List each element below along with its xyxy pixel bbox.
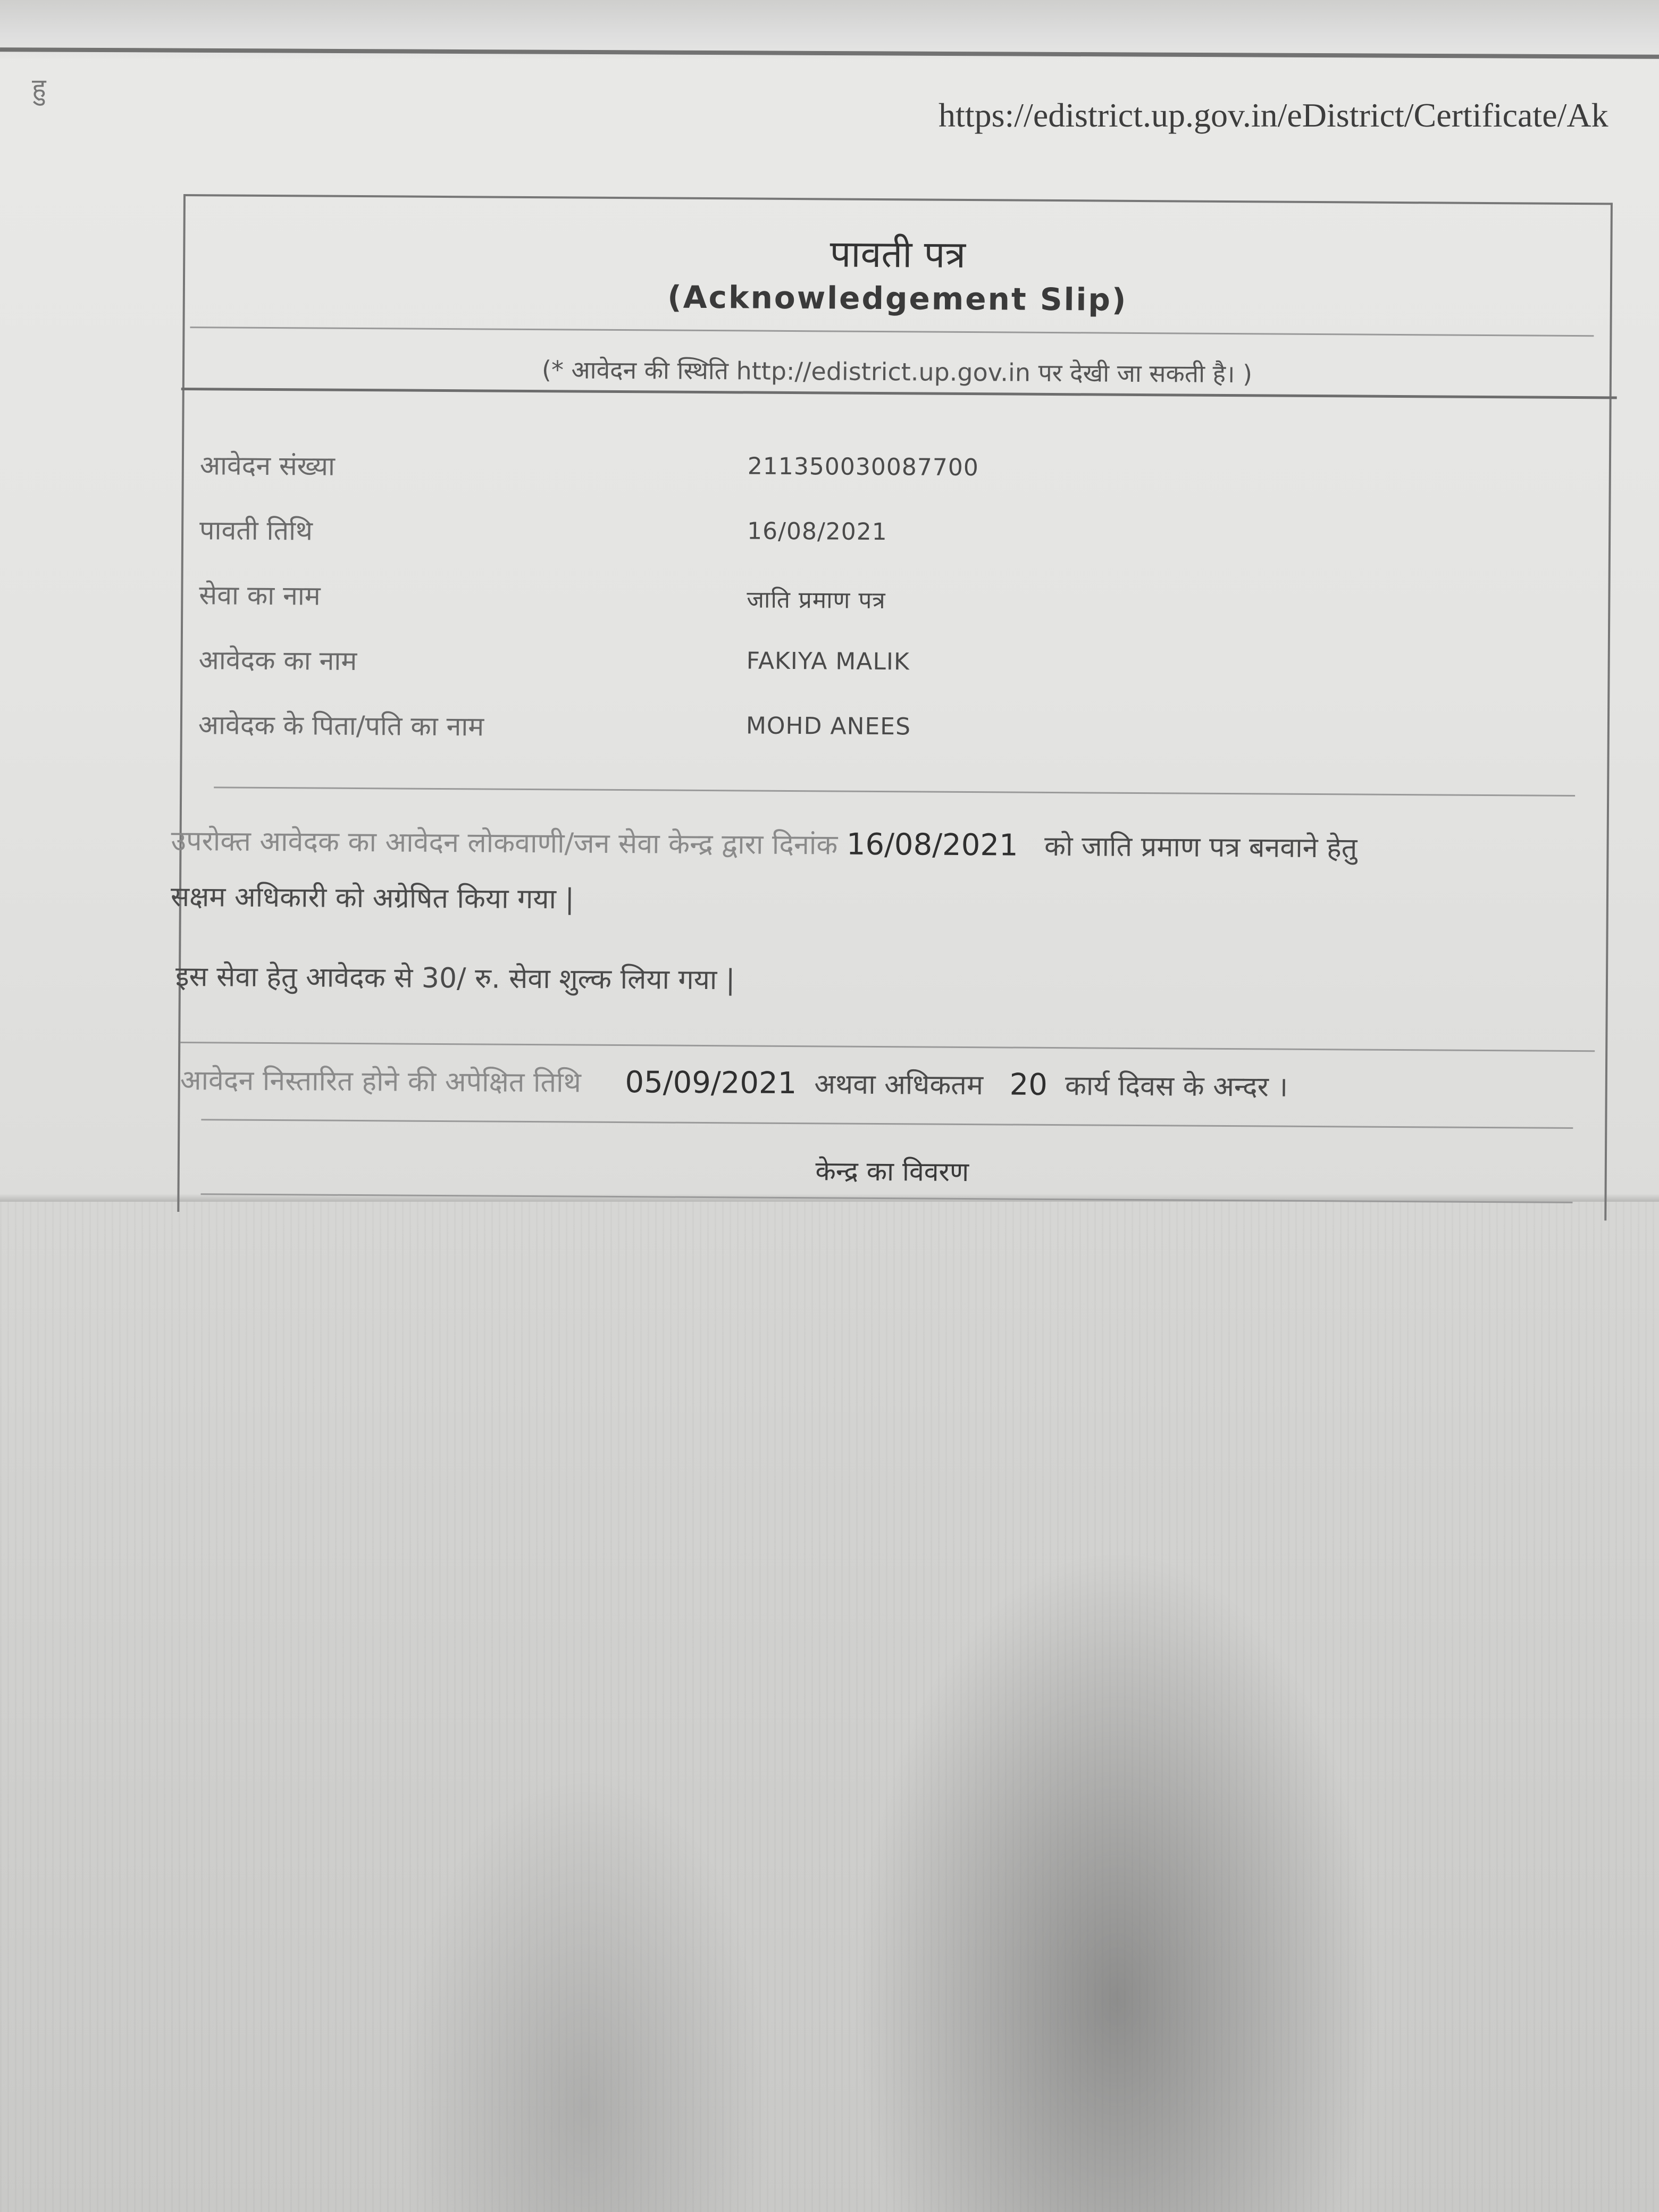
forward-paragraph-line2: सक्षम अधिकारी को अग्रेषित किया गया |: [170, 881, 575, 916]
field-value: 16/08/2021: [747, 517, 887, 546]
details-table: [198, 446, 1476, 742]
disposal-suffix: कार्य दिवस के अन्दर ।: [1065, 1070, 1288, 1103]
field-value: FAKIYA MALIK: [746, 647, 910, 676]
field-label: आवेदक के पिता/पति का नाम: [198, 709, 484, 742]
disposal-label: आवेदन निस्तारित होने की अपेक्षित तिथि: [180, 1064, 582, 1099]
status-note: (* आवेदन की स्थिति http://edistrict.up.gov.in पर देखी जा सकती है। ): [541, 355, 1253, 389]
field-row: [199, 446, 1476, 513]
disposal-or: अथवा अधिकतम: [814, 1068, 984, 1102]
centre-divider: [201, 1193, 1573, 1203]
field-value: 211350030087700: [747, 453, 979, 482]
corner-mark: हु: [32, 73, 46, 104]
disposal-date: 05/09/2021: [625, 1065, 797, 1101]
subtitle-divider: [190, 326, 1594, 337]
page-url: https://edistrict.up.gov.in/eDistrict/Certificate/Ak: [939, 96, 1608, 134]
slip-subtitle: (Acknowledgement Slip): [667, 279, 1128, 318]
field-row: [198, 706, 1474, 772]
disposal-divider: [201, 1119, 1573, 1129]
disposal-paragraph: [180, 1060, 1288, 1105]
lower-paper-shadow: [0, 1202, 1659, 2212]
field-row: [199, 511, 1476, 577]
slip-title: पावती पत्र: [830, 232, 966, 276]
field-value: जाति प्रमाण पत्र: [747, 586, 886, 615]
field-row: [198, 641, 1475, 707]
field-value: MOHD ANEES: [745, 712, 911, 741]
field-label: पावती तिथि: [199, 515, 313, 547]
disposal-days: 20: [1009, 1067, 1048, 1102]
centre-details-title: केन्द्र का विवरण: [815, 1155, 969, 1188]
forward-date: 16/08/2021: [846, 827, 1018, 863]
fee-paragraph: इस सेवा हेतु आवेदक से 30/ रु. सेवा शुल्क लिया गया |: [175, 960, 735, 996]
fee-divider: [180, 1042, 1595, 1052]
field-label: सेवा का नाम: [199, 580, 321, 611]
forward-paragraph: [171, 821, 1357, 866]
forward-text-continued: को जाति प्रमाण पत्र बनवाने हेतु: [1044, 830, 1358, 865]
field-row: [199, 576, 1476, 642]
forward-text: उपरोक्त आवेदक का आवेदन लोकवाणी/जन सेवा केन्द्र द्वारा दिनांक: [171, 825, 838, 861]
field-label: आवेदन संख्या: [199, 450, 336, 482]
acknowledgement-slip: [170, 194, 1613, 1220]
field-label: आवेदक का नाम: [198, 644, 357, 677]
details-divider: [214, 786, 1575, 797]
